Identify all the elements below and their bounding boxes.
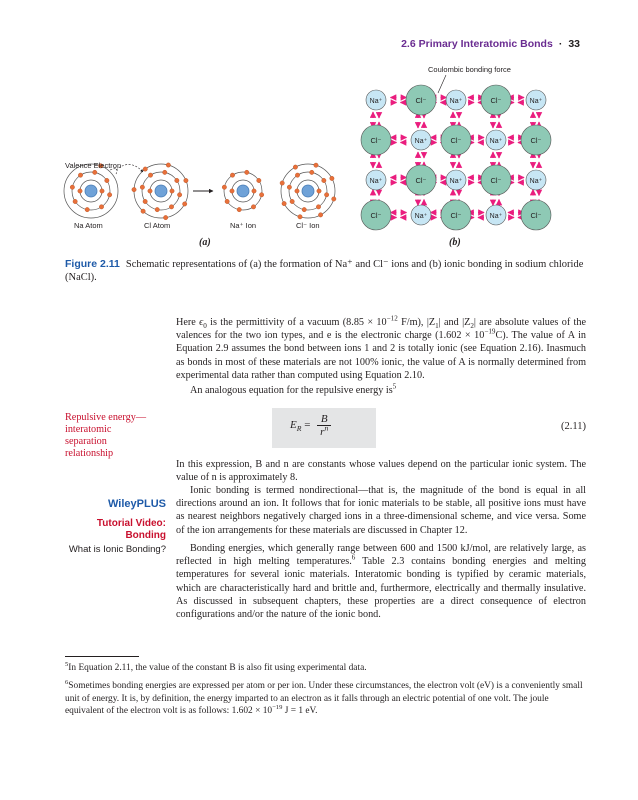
electron [132,187,136,191]
na-ion-lattice [366,170,386,190]
section-title: 2.6 Primary Interatomic Bonds [401,38,553,50]
cl-symbol: Cl⁻ [530,136,542,145]
na-ion-lattice [486,130,506,150]
electron [99,205,103,209]
cl-symbol: Cl⁻ [490,176,502,185]
paragraph-constants: In this expression, B and n are constants whose values depend on the particular ionic system. The value of n is approximately 8. [176,459,586,484]
cl-symbol: Cl⁻ [370,211,382,220]
equation-numerator: B [317,413,331,426]
cl-ion-lattice [481,85,511,115]
cl-atom-label: Cl Atom [144,221,171,230]
cl-symbol: Cl⁻ [450,136,462,145]
na-symbol: Na⁺ [369,178,383,185]
cl-symbol: Cl⁻ [415,96,427,105]
na-ion-lattice [486,205,506,225]
cl-atom [132,163,188,220]
na-ion [222,170,264,212]
na-symbol: Na⁺ [414,138,428,145]
cl-ion-lattice [521,200,551,230]
cl-ion-label: Cl⁻ Ion [296,221,320,230]
na-symbol: Na⁺ [449,98,463,105]
nucleus [302,185,314,197]
electron [140,185,144,189]
electron [295,189,299,193]
electron [252,189,256,193]
na-symbol: Na⁺ [414,213,428,220]
electron [314,163,318,167]
valence-electron-label: Valence Electron [65,161,122,170]
tutorial-video-link[interactable]: Tutorial Video: Bonding [96,518,166,541]
electron [310,170,314,174]
cl-ion-lattice [406,165,436,195]
electron [316,205,320,209]
cl-ion [280,163,336,219]
tutorial-video-topic[interactable]: What is Ionic Bonding? [68,544,166,555]
electron [237,207,241,211]
header-separator: · [558,38,563,50]
electron [166,163,170,167]
na-ion-lattice [526,90,546,110]
cl-symbol: Cl⁻ [415,176,427,185]
electron [78,173,82,177]
cl-symbol: Cl⁻ [490,96,502,105]
electron [143,199,147,203]
nacl-lattice-panel [361,75,551,230]
na-symbol: Na⁺ [489,213,503,220]
cl-ion-lattice [441,200,471,230]
electron [295,173,299,177]
electron [251,205,255,209]
electron [177,193,181,197]
electron [184,178,188,182]
cl-symbol: Cl⁻ [530,211,542,220]
electron [148,173,152,177]
ion-formation-panel [64,163,336,220]
electron [175,178,179,182]
cl-ion-lattice [361,125,391,155]
electron [182,202,186,206]
electron [230,173,234,177]
electron [282,201,286,205]
electron [245,170,249,174]
panel-b-label: (b) [449,237,461,248]
electron [148,189,152,193]
nucleus [237,185,249,197]
na-ion-lattice [446,90,466,110]
electron [302,207,306,211]
page-number: 33 [568,38,580,50]
footnote-6: $^6$Sometimes bonding energies are expressed per atom or per ion. Under these circumstances, the electron volt (eV) is a conveniently small unit of energy. It is, by definition, the energy imparted to an electron as it falls through an electric potential of one volt. The joule equivalent of the electron volt is as follows: $1.602 \times 10^{-19}$ J = 1 eV. [65,678,583,717]
electron [93,170,97,174]
margin-note-repulsive: Repulsive energy— interatomic separation relationship [65,412,147,459]
electron [317,189,321,193]
electron [225,199,229,203]
electron [298,215,302,219]
na-ion-label: Na⁺ Ion [230,221,257,230]
cl-ion-lattice [521,125,551,155]
electron [78,189,82,193]
na-ion-lattice [526,170,546,190]
electron [169,205,173,209]
electron [155,207,159,211]
cl-symbol: Cl⁻ [370,136,382,145]
electron [257,178,261,182]
electron [73,199,77,203]
equation-number: (2.11) [561,421,586,432]
wileyplus-logo: WileyPLUS [108,498,166,510]
electron [143,167,147,171]
paragraph-repulsive-intro: An analogous equation for the repulsive energy $is^5$ [190,382,397,396]
electron [259,193,263,197]
electron [287,185,291,189]
na-ion-lattice [446,170,466,190]
electron [322,178,326,182]
na-ion-lattice [411,205,431,225]
nucleus [85,185,97,197]
electron [230,189,234,193]
figure-caption [65,258,585,284]
coulombic-pointer [438,75,446,93]
electron [290,199,294,203]
figure-caption-text: Schematic representations of (a) the formation of Na⁺ and Cl⁻ ions and (b) ionic bonding in sodium chloride (NaCl). [65,259,584,283]
na-symbol: Na⁺ [529,178,543,185]
electron [293,165,297,169]
wileyplus-sidebar [69,498,166,555]
na-symbol: Na⁺ [489,138,503,145]
electron [332,197,336,201]
electron [280,181,284,185]
na-ion-lattice [411,130,431,150]
equation-2-11: $E_R$ = $\frac{B}{r^n}$ [290,413,331,438]
electron [85,207,89,211]
na-symbol: Na⁺ [529,98,543,105]
na-symbol: Na⁺ [369,98,383,105]
figure-caption-label: Figure 2.11 [65,258,120,270]
footnote-divider [65,656,139,657]
electron [70,185,74,189]
electron [163,170,167,174]
cl-symbol: Cl⁻ [450,211,462,220]
cl-ion-lattice [361,200,391,230]
footnote-5: $^5$In Equation 2.11, the value of the constant B is also fit using experimental data. [65,660,367,673]
coulombic-force-label: Coulombic bonding force [428,65,511,74]
electron [105,178,109,182]
electron [330,176,334,180]
figure-2-11 [0,0,638,252]
nucleus [155,185,167,197]
equation-denominator: $r^n$ [320,423,329,438]
paragraph-nondirectional: Ionic bonding is termed nondirectional—that is, the magnitude of the bond is equal in all directions around an ion. It follows that for ionic materials to be stable, all positive ions must have as nearest neighbors negatively charged ions in a three-dimensional scheme, and vice versa. Some of the ion arrangements for these materials are discussed in Chapter 12. [176,485,586,536]
cl-ion-lattice [481,165,511,195]
cl-ion-lattice [441,125,471,155]
electron [318,213,322,217]
paragraph-bonding-energies: Bonding energies, which generally range between 600 and 1500 kJ/mol, are relatively large, as reflected in high melting temperatures.$^6$ Table 2.3 contains bonding energies and melting temperatures for several ionic materials. Interatomic bonding is typified by ceramic materials, which are characteristically hard and brittle and, furthermore, electrically and thermally insulative. As discussed in subsequent chapters, these properties are a direct consequence of electron configurations and/or the nature of the ionic bond. [176,543,586,621]
panel-a-label: (a) [199,237,211,248]
electron [324,193,328,197]
na-symbol: Na⁺ [449,178,463,185]
cl-ion-lattice [406,85,436,115]
electron [163,215,167,219]
electron [141,209,145,213]
na-atom [64,164,118,218]
na-atom-label: Na Atom [74,221,103,230]
electron [222,185,226,189]
electron [100,189,104,193]
electron [107,193,111,197]
electron [170,189,174,193]
paragraph-permittivity: Here $\epsilon_0$ is the permittivity of a vacuum ($8.85 \times 10^{-12}$ F/m), $|Z_1|$ and $|Z_2|$ are absolute values of the valences for the two ion types, and e is the electronic charge $(1.602 \times 10^{-19}C)$. The value of A in Equation 2.9 assumes the bond between ions 1 and 2 is totally ionic (see Equation 2.16). Inasmuch as bonds in most of these materials are not 100% ionic, the value of A is normally determined from experimental data rather than computed using Equation 2.10. [176,314,587,381]
na-ion-lattice [366,90,386,110]
